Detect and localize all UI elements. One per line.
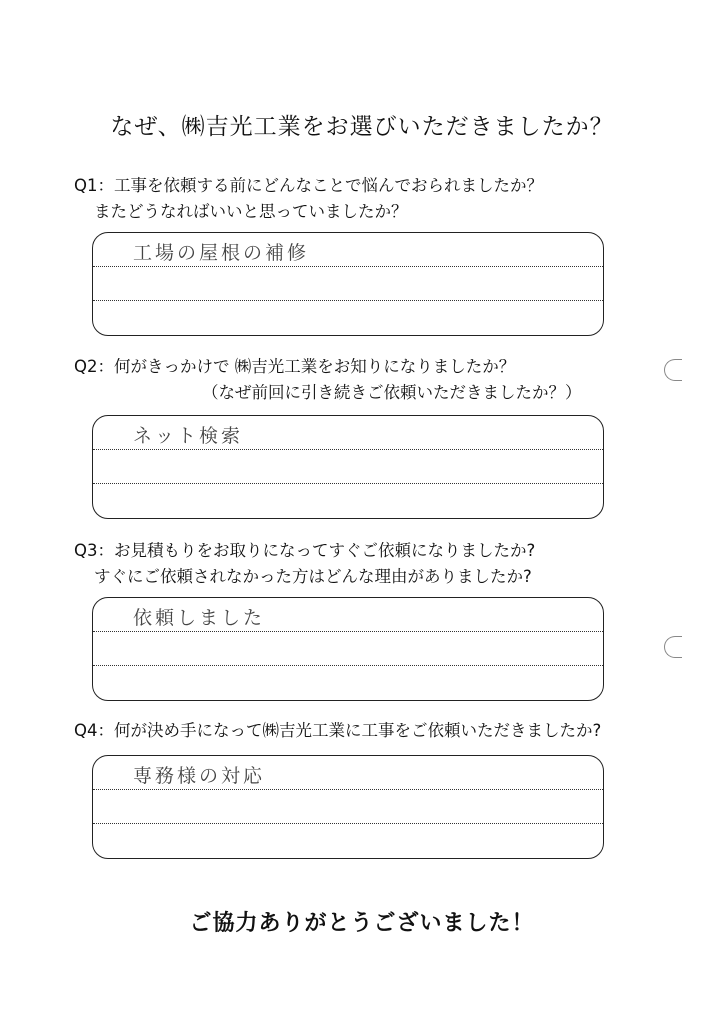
question-3-label: Q3： [74,541,114,560]
question-3 [74,538,535,590]
page-title: なぜ、㈱吉光工業をお選びいただきましたか？ [110,114,614,140]
answer-rule [93,631,603,632]
punch-hole-mark [664,636,682,658]
question-4-label: Q4： [74,721,114,740]
answer-box-2[interactable] [92,415,604,519]
question-2 [74,354,582,406]
answer-rule [93,266,603,267]
question-2-label: Q2： [74,357,114,376]
closing-message: ご協力ありがとうございました！ [189,911,535,936]
question-2-subtext: （なぜ前回に引き続きご依頼いただきましたか？） [202,383,582,402]
answer-rule [93,823,603,824]
question-1 [74,173,543,225]
punch-hole-mark [664,359,682,381]
question-1-subtext: またどうなればいいと思っていましたか？ [94,202,408,221]
question-4-text: 何が決め手になって㈱吉光工業に工事をご依頼いただきましたか? [114,721,602,740]
answer-rule [93,665,603,666]
answer-1-handwriting: 工場の屋根の補修 [133,242,310,264]
answer-box-4[interactable] [92,755,604,859]
answer-rule [93,789,603,790]
question-1-text: 工事を依頼する前にどんなことで悩んでおられましたか？ [114,176,543,195]
question-1-label: Q1： [74,176,114,195]
answer-box-1[interactable] [92,232,604,336]
answer-rule [93,449,603,450]
answer-3-handwriting: 依頼しました [133,607,266,629]
answer-2-handwriting: ネット検索 [133,425,244,447]
answer-box-3[interactable] [92,597,604,701]
answer-rule [93,300,603,301]
question-3-subtext: すぐにご依頼されなかった方はどんな理由がありましたか? [94,567,532,586]
question-2-text: 何がきっかけで ㈱吉光工業をお知りになりましたか？ [114,357,516,376]
answer-4-handwriting: 専務様の対応 [133,765,266,787]
answer-rule [93,483,603,484]
question-3-text: お見積もりをお取りになってすぐご依頼になりましたか? [114,541,536,560]
question-4 [74,718,601,744]
